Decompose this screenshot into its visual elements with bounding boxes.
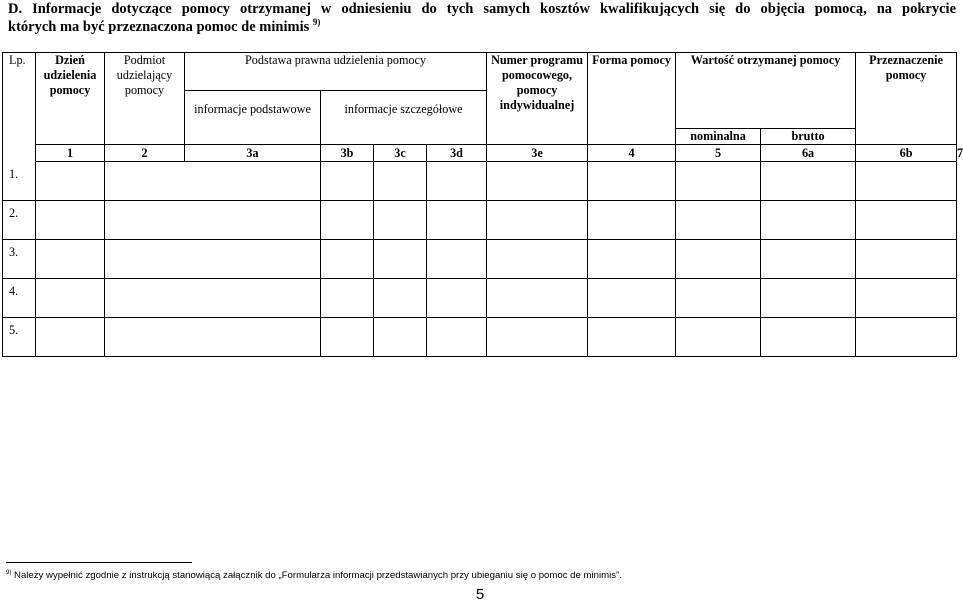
table-cell[interactable] (321, 317, 374, 356)
col-number: 6a (761, 145, 856, 162)
col-number: 2 (105, 145, 185, 162)
table-cell[interactable] (321, 278, 374, 317)
row-number: 5. (3, 317, 36, 356)
table-cell[interactable] (105, 162, 321, 201)
table-cell[interactable] (105, 239, 321, 278)
table-cell[interactable] (374, 317, 427, 356)
table-cell[interactable] (676, 162, 761, 201)
col-number: 3a (185, 145, 321, 162)
header-detailed-info: informacje szczegółowe (321, 91, 487, 129)
header-program-number: Numer programu pomocowego, pomocy indywidualnej (487, 53, 588, 145)
col-number: 3d (427, 145, 487, 162)
footnote-marker: 9) (6, 569, 12, 576)
table-cell[interactable] (856, 317, 957, 356)
col-number: 3e (487, 145, 588, 162)
aid-table: Lp. Dzień udzielenia pomocy Podmiot udzielający pomocy Podstawa prawna udzielenia pomocy Numer programu pomocowego, pomocy indywidualnej Forma pomocy Wartość otrzymanej pomocy Przeznaczenie pomocy informacje podstawowe informacje szczegółowe nominalna brutto 1 2 3a 3b 3c 3d 3e 4 5 6a 6b 7 1. 2. 3. 4. 5. (2, 52, 957, 357)
col-number: 4 (588, 145, 676, 162)
table-cell[interactable] (374, 239, 427, 278)
header-date: Dzień udzielenia pomocy (36, 53, 105, 145)
table-cell[interactable] (588, 278, 676, 317)
table-cell[interactable] (105, 278, 321, 317)
header-nominal: nominalna (676, 129, 761, 145)
table-cell[interactable] (487, 162, 588, 201)
page-number: 5 (475, 586, 485, 603)
table-cell[interactable] (427, 278, 487, 317)
section-heading (8, 0, 956, 36)
header-aid-value: Wartość otrzymanej pomocy (676, 53, 856, 129)
table-cell[interactable] (36, 200, 105, 239)
footnote-text: Należy wypełnić zgodnie z instrukcją stanowiącą załącznik do „Formularza informacji przedstawianych przy ubieganiu się o pomoc de minimis”. (11, 570, 622, 581)
table-cell[interactable] (427, 162, 487, 201)
table-cell[interactable] (374, 200, 427, 239)
section-heading-line2: których ma być przeznaczona pomoc de minimis (8, 19, 310, 35)
table-cell[interactable] (588, 162, 676, 201)
table-cell[interactable] (856, 278, 957, 317)
table-cell[interactable] (36, 239, 105, 278)
table-cell[interactable] (676, 317, 761, 356)
header-lp: Lp. (3, 53, 36, 145)
table-cell[interactable] (427, 317, 487, 356)
table-cell[interactable] (105, 200, 321, 239)
table-cell[interactable] (321, 162, 374, 201)
table-cell[interactable] (427, 239, 487, 278)
table-cell[interactable] (761, 162, 856, 201)
table-cell[interactable] (487, 200, 588, 239)
table-cell[interactable] (321, 239, 374, 278)
header-provider: Podmiot udzielający pomocy (105, 53, 185, 145)
table-cell[interactable] (487, 278, 588, 317)
table-cell[interactable] (321, 200, 374, 239)
header-purpose: Przeznaczenie pomocy (856, 53, 957, 145)
col-number: 5 (676, 145, 761, 162)
footnote (6, 570, 622, 582)
header-gross: brutto (761, 129, 856, 145)
header-legal-basis: Podstawa prawna udzielenia pomocy (185, 53, 487, 91)
table-cell[interactable] (761, 200, 856, 239)
row-number: 3. (3, 239, 36, 278)
table-cell[interactable] (588, 317, 676, 356)
table-cell[interactable] (676, 278, 761, 317)
header-aid-form: Forma pomocy (588, 53, 676, 145)
table-cell[interactable] (36, 162, 105, 201)
table-cell[interactable] (856, 239, 957, 278)
table-cell[interactable] (761, 239, 856, 278)
table-cell[interactable] (374, 278, 427, 317)
table-cell[interactable] (427, 200, 487, 239)
col-number: 3c (374, 145, 427, 162)
table-cell[interactable] (36, 317, 105, 356)
table-cell[interactable] (36, 278, 105, 317)
table-cell[interactable] (761, 278, 856, 317)
table-cell[interactable] (588, 239, 676, 278)
table-cell[interactable] (676, 239, 761, 278)
footnote-divider (6, 562, 192, 563)
table-cell[interactable] (856, 162, 957, 201)
col-number: 1 (36, 145, 105, 162)
table-cell[interactable] (487, 239, 588, 278)
table-cell[interactable] (374, 162, 427, 201)
table-cell[interactable] (105, 317, 321, 356)
header-basic-info: informacje podstawowe (185, 91, 321, 129)
table-cell[interactable] (487, 317, 588, 356)
row-number: 2. (3, 200, 36, 239)
col-number: 3b (321, 145, 374, 162)
footnote-ref[interactable]: 9) (312, 17, 321, 28)
section-heading-line1: D. Informacje dotyczące pomocy otrzymanej w odniesieniu do tych samych kosztów kwalifikujących się do objęcia pomocą, na pokrycie (8, 1, 956, 17)
col-number: 6b (856, 145, 957, 162)
table-cell[interactable] (588, 200, 676, 239)
row-number: 1. (3, 162, 36, 201)
row-number: 4. (3, 278, 36, 317)
table-cell[interactable] (676, 200, 761, 239)
table-cell[interactable] (761, 317, 856, 356)
table-cell[interactable] (856, 200, 957, 239)
